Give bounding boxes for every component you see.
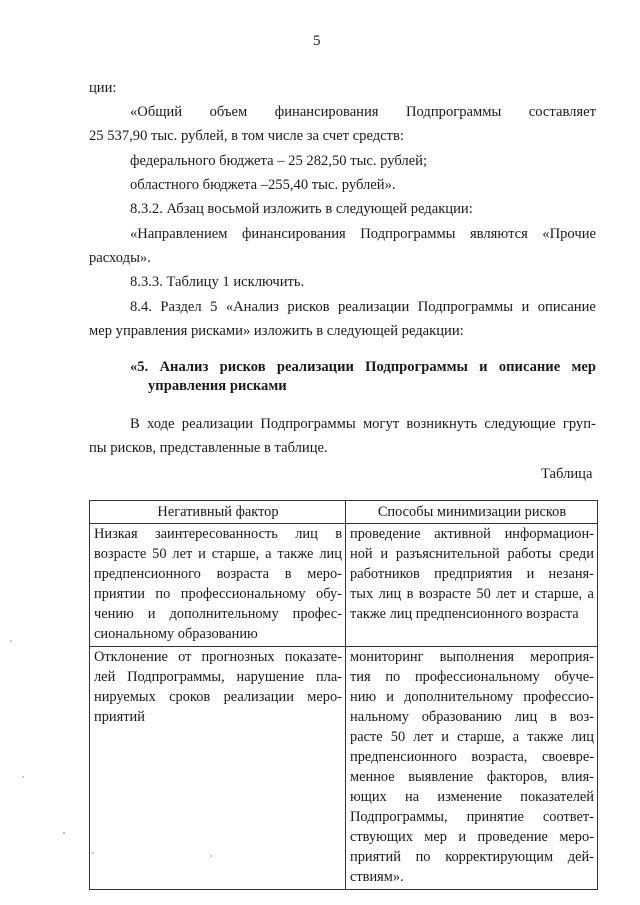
- word: мер: [571, 359, 596, 375]
- text-line-regional-budget: областного бюджета –255,40 тыс. рублей».: [130, 177, 396, 193]
- word: реализации: [181, 416, 254, 432]
- word: Подпрограммы: [365, 359, 468, 375]
- word: финансирования: [274, 104, 379, 120]
- word: Подпрограммы: [360, 226, 456, 242]
- scan-speck: [63, 832, 65, 834]
- cell-line: расте 50 лет и старше, а также лиц: [350, 729, 594, 745]
- word: описание: [537, 299, 596, 315]
- word: Раздел: [160, 299, 202, 315]
- table-cell-factor: [90, 647, 346, 890]
- cell-line: Подпрограммы, принятие соответ-: [350, 809, 594, 825]
- word: 8.4.: [130, 299, 152, 315]
- word: следующие: [484, 416, 556, 432]
- paragraph-8-4: [130, 299, 596, 316]
- word: реализации: [276, 359, 354, 375]
- cell-line: также лиц предпенсионного возраста: [350, 606, 579, 622]
- cell-line: чению и дополнительному профес-: [94, 606, 342, 622]
- text-line: мер управления рисками» изложить в следующей редакции:: [89, 323, 464, 339]
- word: объем: [209, 104, 248, 120]
- table-caption: Таблица: [541, 466, 593, 482]
- word: «Анализ: [225, 299, 279, 315]
- intro-paragraph: [130, 416, 596, 433]
- word: рисков: [219, 359, 266, 375]
- scan-speck: [10, 640, 12, 642]
- table-cell-methods: [346, 524, 598, 647]
- cell-line: мониторинг выполнения мероприя-: [350, 649, 594, 665]
- text-line: 25 537,90 тыс. рублей, в том числе за счет средств:: [89, 128, 404, 144]
- word: «Общий: [130, 104, 183, 120]
- word: возникнуть: [406, 416, 478, 432]
- cell-line: ствующих мер и проведение меро-: [350, 829, 594, 845]
- word: «Прочие: [542, 226, 596, 242]
- table-cell-factor: [90, 524, 346, 647]
- table-header-row: [90, 501, 598, 524]
- text-line-8-3-3: 8.3.3. Таблицу 1 исключить.: [130, 274, 305, 290]
- section-heading: [130, 359, 596, 376]
- word: «5.: [130, 359, 149, 375]
- scan-speck: [92, 852, 94, 854]
- cell-line: предпенсионного возраста, своевре-: [350, 749, 594, 765]
- word: и: [479, 359, 488, 375]
- word: могут: [362, 416, 400, 432]
- cell-line: предпенсионного возраста в меро-: [94, 566, 342, 582]
- text-line-8-3-2: 8.3.2. Абзац восьмой изложить в следующей редакции:: [130, 201, 473, 217]
- word: и: [521, 299, 530, 315]
- word: реализации: [337, 299, 410, 315]
- cell-line: возрасте 50 лет и старше, а также лиц: [94, 546, 342, 562]
- paragraph-financing-total: [130, 104, 596, 121]
- cell-line: нальному образованию лиц в воз-: [350, 709, 594, 725]
- text-line-federal-budget: федерального бюджета – 25 282,50 тыс. рублей;: [130, 153, 428, 169]
- table-row: [90, 524, 598, 647]
- column-header-factor: Негативный фактор: [90, 501, 346, 524]
- page-number: 5: [313, 33, 321, 49]
- word: Подпрограммы: [406, 104, 502, 120]
- word: Подпрограммы: [417, 299, 514, 315]
- text-line-continuation: ции:: [89, 80, 117, 96]
- cell-line: приятии по профессиональному обу-: [94, 586, 342, 602]
- scan-speck: [22, 776, 24, 778]
- column-header-methods: Способы минимизации рисков: [346, 501, 598, 524]
- cell-line: Отклонение от прогнозных показате-: [94, 649, 342, 665]
- text-line: пы рисков, представленные в таблице.: [89, 440, 328, 456]
- cell-line: менное выявление факторов, влия-: [350, 769, 594, 785]
- text-line: расходы».: [89, 250, 151, 266]
- word: «Направлением: [130, 226, 228, 242]
- word: В: [130, 416, 140, 432]
- cell-line: ющих на изменение показателей: [350, 789, 594, 805]
- cell-line: ствиям».: [350, 869, 404, 885]
- cell-line: лей Подпрограммы, нарушение пла-: [94, 669, 342, 685]
- word: составляет: [528, 104, 596, 120]
- cell-line: ной и разъяснительной работы среди: [350, 546, 594, 562]
- table-row: [90, 647, 598, 890]
- cell-line: проведение активной информацион-: [350, 526, 594, 542]
- word: являются: [469, 226, 528, 242]
- scan-speck: [210, 855, 212, 857]
- cell-line: Низкая заинтересованность лиц в: [94, 526, 342, 542]
- word: Подпрограммы: [260, 416, 356, 432]
- word: ходе: [147, 416, 175, 432]
- word: 5: [210, 299, 218, 315]
- word: финансирования: [241, 226, 346, 242]
- word: груп-: [562, 416, 596, 432]
- risk-table: [89, 500, 598, 890]
- paragraph-financing-direction: [130, 226, 596, 243]
- word: Анализ: [159, 359, 209, 375]
- table-cell-methods: [346, 647, 598, 890]
- cell-line: тия по профессиональному обуче-: [350, 669, 594, 685]
- cell-line: нируемых сроков реализации меро-: [94, 689, 342, 705]
- cell-line: работников предприятия и незаня-: [350, 566, 594, 582]
- word: рисков: [287, 299, 330, 315]
- cell-line: приятий: [94, 709, 145, 725]
- cell-line: приятий по корректирующим дей-: [350, 849, 594, 865]
- cell-line: нию и дополнительному профессио-: [350, 689, 594, 705]
- section-heading-line2: управления рисками: [148, 378, 287, 394]
- cell-line: сиональному образованию: [94, 626, 258, 642]
- word: описание: [498, 359, 561, 375]
- cell-line: тых лиц в возрасте 50 лет и старше, а: [350, 586, 594, 602]
